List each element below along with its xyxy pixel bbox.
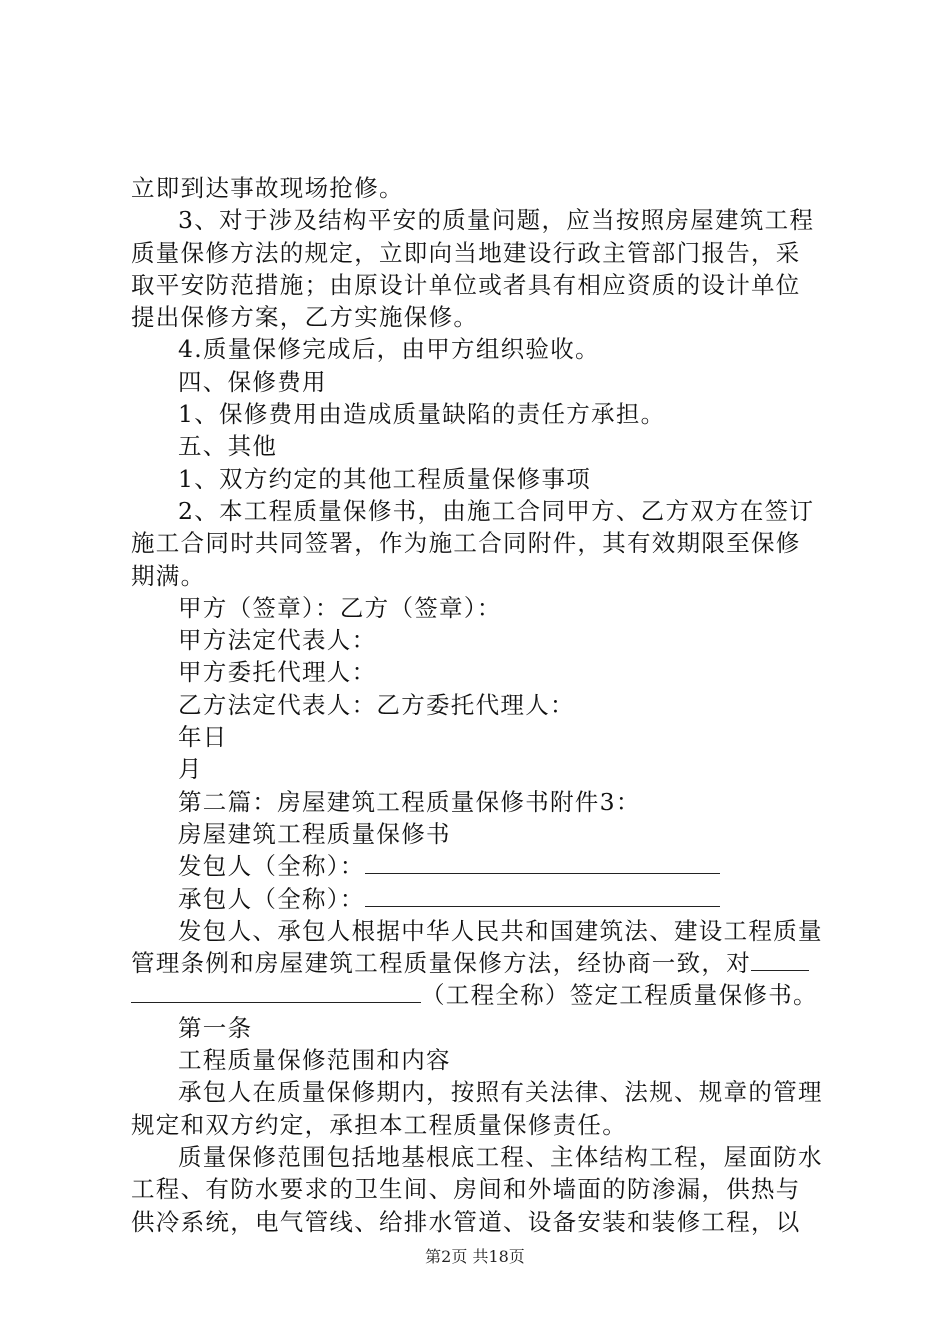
line-text: 五、其他 xyxy=(178,432,278,461)
text-line xyxy=(131,527,831,559)
fill-in-blank xyxy=(751,948,809,971)
text-line xyxy=(131,883,831,915)
text-line xyxy=(131,592,831,624)
text-line xyxy=(131,1109,831,1141)
line-text: 2、本工程质量保修书，由施工合同甲方、乙方双方在签订 xyxy=(178,496,815,525)
line-text: 质量保修方法的规定，立即向当地建设行政主管部门报告，采 xyxy=(131,238,801,267)
text-line xyxy=(131,979,831,1011)
text-line xyxy=(131,721,831,753)
text-line xyxy=(131,947,831,979)
line-text: 年日 xyxy=(178,723,228,752)
document-body xyxy=(131,172,831,1238)
line-text: 承包人（全称）： xyxy=(178,884,365,913)
text-line xyxy=(131,850,831,882)
text-line xyxy=(131,1173,831,1205)
text-line xyxy=(131,172,831,204)
text-line xyxy=(131,624,831,656)
fill-in-blank xyxy=(131,980,421,1003)
line-text: 第一条 xyxy=(178,1013,253,1042)
line-text: 工程、有防水要求的卫生间、房间和外墙面的防渗漏，供热与 xyxy=(131,1175,801,1204)
line-text: 发包人、承包人根据中华人民共和国建筑法、建设工程质量 xyxy=(178,916,823,945)
text-line xyxy=(131,656,831,688)
line-text: 第二篇：房屋建筑工程质量保修书附件3： xyxy=(178,787,641,816)
text-line xyxy=(131,301,831,333)
text-line xyxy=(131,398,831,430)
line-text: 供冷系统，电气管线、给排水管道、设备安装和装修工程，以 xyxy=(131,1207,801,1236)
text-line xyxy=(131,1206,831,1238)
text-line xyxy=(131,818,831,850)
fill-in-blank xyxy=(365,851,720,874)
line-text: 甲方法定代表人： xyxy=(178,626,377,655)
text-line xyxy=(131,786,831,818)
line-text: 承包人在质量保修期内，按照有关法律、法规、规章的管理 xyxy=(178,1078,823,1107)
line-text: 期满。 xyxy=(131,561,206,590)
line-text: 管理条例和房屋建筑工程质量保修方法，经协商一致，对 xyxy=(131,949,751,978)
line-text: 规定和双方约定，承担本工程质量保修责任。 xyxy=(131,1110,627,1139)
fill-in-blank xyxy=(365,884,720,907)
text-line xyxy=(131,269,831,301)
line-text: 1、保修费用由造成质量缺陷的责任方承担。 xyxy=(178,400,666,429)
text-line xyxy=(131,753,831,785)
line-text: 施工合同时共同签署，作为施工合同附件，其有效期限至保修 xyxy=(131,529,801,558)
text-line xyxy=(131,237,831,269)
line-text: 4.质量保修完成后，由甲方组织验收。 xyxy=(178,335,600,364)
line-text: 立即到达事故现场抢修。 xyxy=(131,174,404,202)
page-footer: 第2页 共18页 xyxy=(425,1247,525,1266)
text-line xyxy=(131,204,831,236)
line-text: 工程质量保修范围和内容 xyxy=(178,1046,451,1075)
text-line xyxy=(131,1141,831,1173)
text-line xyxy=(131,560,831,592)
text-line xyxy=(131,463,831,495)
line-text: 发包人（全称）： xyxy=(178,852,365,881)
line-text: 甲方（签章）：乙方（签章）： xyxy=(178,593,502,622)
text-line xyxy=(131,430,831,462)
line-text: 取平安防范措施；由原设计单位或者具有相应资质的设计单位 xyxy=(131,270,801,299)
line-text: 甲方委托代理人： xyxy=(178,658,377,687)
text-line xyxy=(131,1076,831,1108)
text-line xyxy=(131,689,831,721)
text-line xyxy=(131,366,831,398)
line-text: 月 xyxy=(178,755,203,784)
line-text: 质量保修范围包括地基根底工程、主体结构工程，屋面防水 xyxy=(178,1142,823,1171)
line-text: 1、双方约定的其他工程质量保修事项 xyxy=(178,464,592,493)
line-text: 提出保修方案，乙方实施保修。 xyxy=(131,303,479,332)
line-text: 3、对于涉及结构平安的质量问题，应当按照房屋建筑工程 xyxy=(178,206,815,235)
line-text: 四、保修费用 xyxy=(178,367,327,396)
text-line xyxy=(131,1044,831,1076)
text-line xyxy=(131,333,831,365)
line-text: 乙方法定代表人：乙方委托代理人： xyxy=(178,690,575,719)
line-text: （工程全称）签定工程质量保修书。 xyxy=(421,981,818,1010)
line-text: 房屋建筑工程质量保修书 xyxy=(178,819,451,848)
text-line xyxy=(131,495,831,527)
text-line xyxy=(131,915,831,947)
text-line xyxy=(131,1012,831,1044)
